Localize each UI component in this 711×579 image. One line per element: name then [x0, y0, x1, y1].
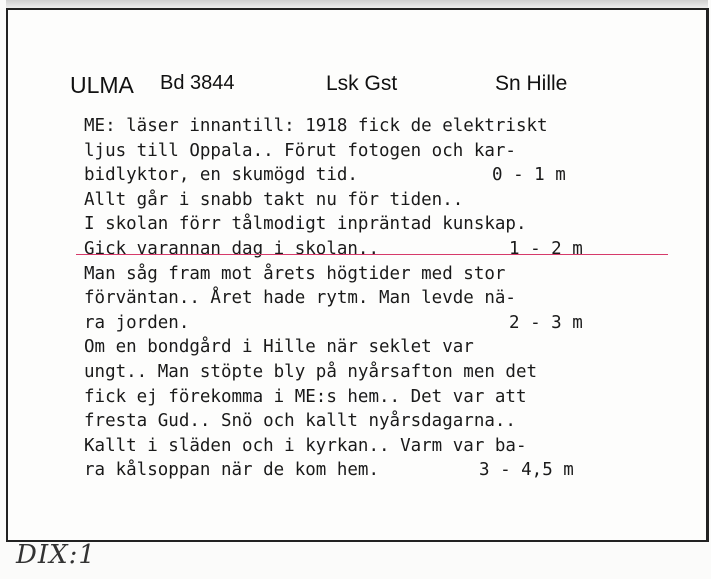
line-text: ljus till Oppala.. Förut fotogen och kar-: [84, 140, 516, 161]
text-line: [84, 311, 684, 336]
text-line: [84, 335, 684, 360]
text-line: [84, 458, 684, 483]
text-line: [84, 139, 684, 164]
archive-code: ULMA: [70, 72, 134, 98]
line-text: Kallt i släden och i kyrkan.. Varm var ba-: [84, 435, 527, 456]
line-text: Man såg fram mot årets högtider med stor: [84, 263, 506, 284]
duration-mark: 3 - 4,5 m: [479, 460, 574, 481]
card-header: [70, 72, 680, 106]
text-line: [84, 434, 684, 459]
line-text: fick ej förekomma i ME:s hem.. Det var att: [84, 386, 527, 407]
text-line: [84, 188, 684, 213]
duration-mark: 1 - 2 m: [509, 238, 583, 259]
text-line: [84, 262, 684, 287]
record-number: Bd 3844: [160, 72, 235, 94]
line-text: ungt.. Man stöpte bly på nyårsafton men det: [84, 361, 538, 382]
typed-text: [84, 114, 684, 483]
parish-name: Sn Hille: [495, 72, 568, 95]
red-underline: [76, 254, 668, 255]
text-line: [84, 163, 684, 188]
text-line: [84, 360, 684, 385]
text-line: [84, 212, 684, 237]
duration-mark: 2 - 3 m: [509, 312, 583, 333]
text-line: [84, 114, 684, 139]
handwritten-note: DIX:1: [16, 540, 96, 570]
line-text: Gick varannan dag i skolan..: [84, 238, 380, 259]
line-text: ra jorden.: [84, 312, 190, 333]
text-line: [84, 409, 684, 434]
line-text: förväntan.. Året hade rytm. Man levde nä-: [84, 288, 516, 309]
line-text: Allt går i snabb takt nu för tiden..: [84, 189, 464, 210]
line-text: Om en bondgård i Hille när seklet var: [84, 337, 474, 358]
duration-mark: 0 - 1 m: [492, 165, 566, 186]
line-text: ra kålsoppan när de kom hem.: [84, 460, 380, 481]
region-code: Lsk Gst: [326, 72, 398, 95]
line-text: ME: läser innantill: 1918 fick de elektriskt: [84, 116, 548, 136]
line-text: fresta Gud.. Snö och kallt nyårsdagarna..: [84, 411, 516, 432]
line-text: bidlyktor, en skumögd tid.: [84, 165, 358, 186]
line-text: I skolan förr tålmodigt inpräntad kunskap.: [84, 214, 527, 235]
text-line: [84, 385, 684, 410]
text-line: [84, 237, 684, 262]
text-line: [84, 286, 684, 311]
